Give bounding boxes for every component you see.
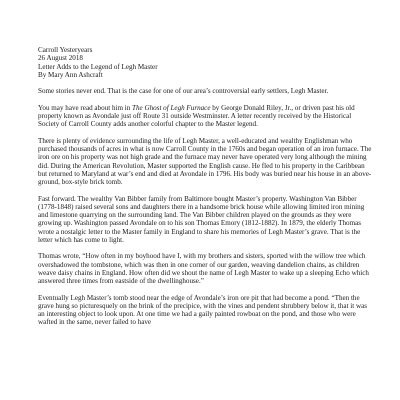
- paragraph-van-bibber: Fast forward. The wealthy Van Bibber family from Baltimore bought Master’s property. Washington Van Bibber (1778-1848) raised several sons and daughters there in a handsome brick house while allowing limited iron mining and limestone quarrying on the surrounding land. The Van Bibber children played on the grounds as they were growing up. Washington passed Avondale on to his son Thomas Emory (1812-1882). In 1879, the elderly Thomas wrote a nostalgic letter to the Master family in England to share his memories of Legh Master’s grave. That is the letter which has come to light.: [38, 194, 365, 244]
- article-header: [38, 46, 374, 79]
- paragraph-text: You may have read about him in: [38, 103, 133, 112]
- paragraph-letter-quote: Thomas wrote, “How often in my boyhood have I, with my brothers and sisters, sported with the willow tree which overshadowed the tombstone, which was then in one corner of our garden, weaving dandelion chains, as children weave daisy chains in England. How often did we shout the name of Legh Master to wake up a sleeping Echo which answered three times from eastside of the dwellinghouse.”: [38, 252, 369, 285]
- book-title: The Ghost of Legh Furnace: [132, 103, 211, 112]
- paragraph-history: There is plenty of evidence surrounding the life of Legh Master, a well-educated and wealthy Englishman who purchased thousands of acres in what is now Carroll County in the 1760s and began operation of an iron furnace. The iron ore on his property was not high grade and the furnace may never have operated very long although the mining did. During the American Revolution, Master supported the English cause. He fled to his property in the Caribbean but returned to Maryland at war’s end and died at Avondale in 1796. His body was buried near his house in an above-ground, box-style brick tomb.: [38, 136, 372, 186]
- paragraph-tomb: Eventually Legh Master’s tomb stood near the edge of Avondale’s iron ore pit that had become a pond. “Then the grave hung so picturesquely on the brink of the precipice, with the vines and pendent shrubbery below it, that it was an interesting object to look upon. At one time we had a gaily painted rowboat on the pond, and those who were wafted in the same, never failed to have: [38, 293, 367, 327]
- publication-date: 26 August 2018: [38, 54, 83, 63]
- column-name: Carroll Yesteryears: [38, 46, 93, 54]
- paragraph-text: by George Donald Riley, Jr., or driven past his old property known as Avondale just off Route 31 outside Westminster. A letter recently received by the Historical Society of Carroll County adds another colorful chapter to the Master legend.: [38, 103, 355, 129]
- paragraph-intro: Some stories never end. That is the case for one of our area’s controversial early settlers, Legh Master.: [38, 87, 329, 96]
- article-title: Letter Adds to the Legend of Legh Master: [38, 62, 158, 71]
- paragraph-ghost-reference: [38, 104, 374, 129]
- article-body: [38, 46, 374, 335]
- article-byline: By Mary Ann Ashcraft: [38, 70, 103, 79]
